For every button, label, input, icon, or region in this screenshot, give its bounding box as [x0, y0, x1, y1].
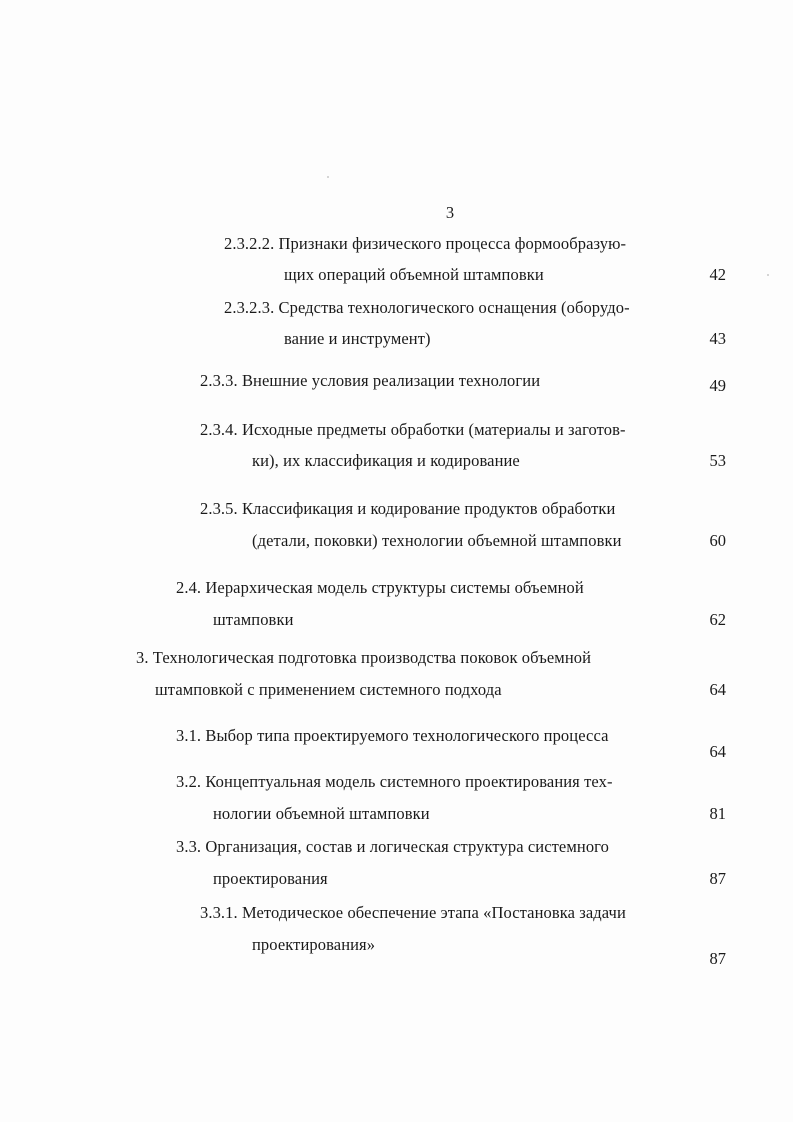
toc-entry-line: проектирования» [252, 935, 376, 954]
toc-entry-line: 3.2. Концептуальная модель системного проектирования тех- [176, 772, 613, 791]
toc-page-number: 42 [709, 265, 726, 284]
toc-entry-line: 2.4. Иерархическая модель структуры системы объемной [176, 578, 584, 597]
toc-entry-line: штамповкой с применением системного подхода [155, 680, 502, 699]
page-number: 3 [445, 203, 455, 222]
toc-entry-line: вание и инструмент) [284, 329, 431, 348]
toc-page-number: 87 [709, 949, 726, 968]
toc-entry-line: 2.3.4. Исходные предметы обработки (материалы и заготов- [200, 420, 626, 439]
toc-page-number: 62 [709, 610, 726, 629]
toc-page-number: 53 [709, 451, 726, 470]
toc-page-number: 60 [709, 531, 726, 550]
toc-page-number: 64 [709, 680, 726, 699]
toc-entry-line: 2.3.2.3. Средства технологического оснащения (оборудо- [224, 298, 630, 317]
toc-entry-line: 3. Технологическая подготовка производства поковок объемной [136, 648, 592, 667]
toc-entry-line: 3.1. Выбор типа проектируемого технологического процесса [176, 726, 609, 745]
toc-entry-line: 3.3. Организация, состав и логическая структура системного [176, 837, 609, 856]
toc-entry-line: нологии объемной штамповки [213, 804, 430, 823]
toc-page-number: 64 [709, 742, 726, 761]
toc-page-number: 43 [709, 329, 726, 348]
scan-speck [767, 274, 769, 276]
toc-page-number: 87 [709, 869, 726, 888]
toc-entry-line: штамповки [213, 610, 294, 629]
toc-entry-line: щих операций объемной штамповки [284, 265, 544, 284]
toc-page-number: 81 [709, 804, 726, 823]
toc-entry-line: ки), их классификация и кодирование [252, 451, 520, 470]
toc-entry-line: 2.3.3. Внешние условия реализации технологии [200, 371, 541, 390]
toc-page-number: 49 [709, 376, 726, 395]
toc-entry-line: проектирования [213, 869, 328, 888]
toc-entry-line: 2.3.2.2. Признаки физического процесса формообразую- [224, 234, 627, 253]
toc-entry-line: 2.3.5. Классификация и кодирование продуктов обработки [200, 499, 616, 518]
toc-entry-line: 3.3.1. Методическое обеспечение этапа «Постановка задачи [200, 903, 626, 922]
toc-entry-line: (детали, поковки) технологии объемной штамповки [252, 531, 622, 550]
scan-speck [327, 176, 329, 178]
